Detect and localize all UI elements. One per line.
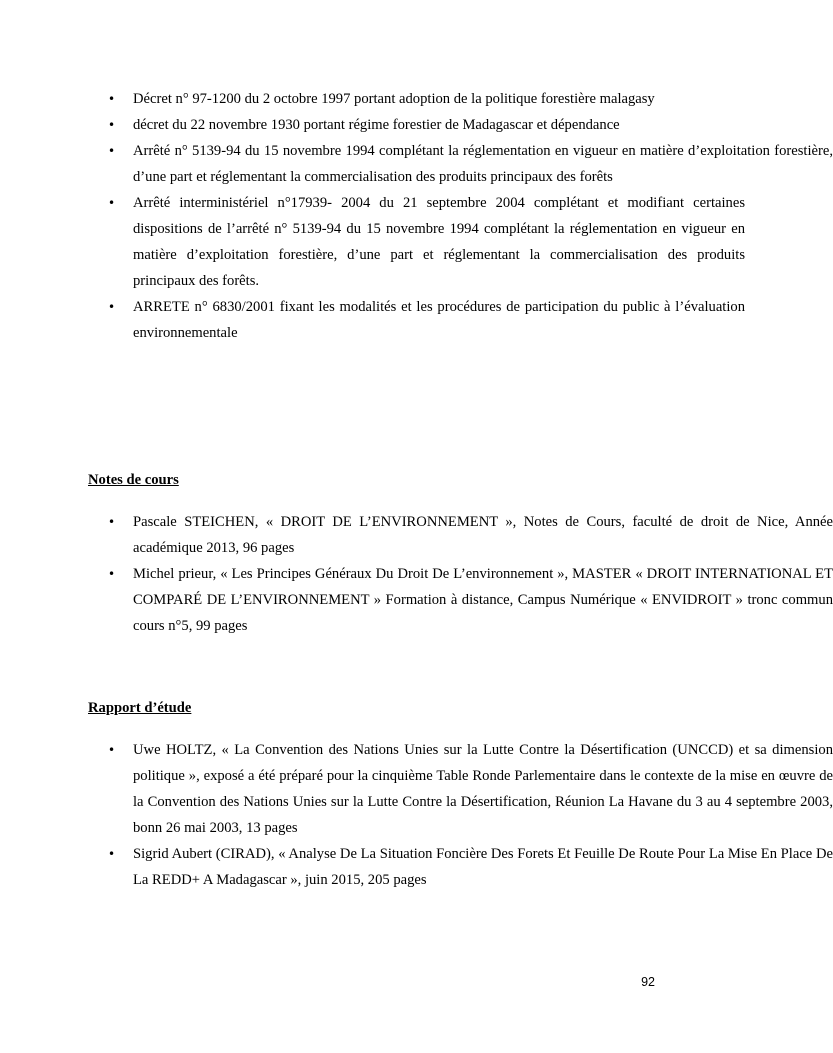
list-item: • Sigrid Aubert (CIRAD), « Analyse De La Situation Foncière Des Forets Et Feuille De Route Pour La Mise En Place De La REDD+ A Madagascar », juin 2015, 205 pages (88, 841, 833, 893)
section-heading-notes-de-cours: Notes de cours (88, 472, 179, 488)
list-item: • Uwe HOLTZ, « La Convention des Nations Unies sur la Lutte Contre la Désertification (UNCCD) et sa dimension politique », exposé a été préparé pour la cinquième Table Ronde Parlementaire dans le contexte de la mise en œuvre de la Convention des Nations Unies sur la Lutte Contre la Désertification, Réunion La Havane du 3 au 4 septembre 2003, bonn 26 mai 2003, 13 pages (88, 737, 833, 841)
list-item: • Arrêté interministériel n°17939- 2004 du 21 septembre 2004 complétant et modifiant certaines dispositions de l’arrêté n° 5139-94 du 15 novembre 1994 complétant la réglementation en vigueur en matière d’exploitation forestière, d’une part et réglementant la commercialisation des produits principaux des forêts. (88, 190, 745, 294)
section-heading-rapport-etude: Rapport d’étude (88, 700, 192, 716)
list-item: • Arrêté n° 5139-94 du 15 novembre 1994 complétant la réglementation en vigueur en matière d’exploitation forestière, d’une part et réglementant la commercialisation des produits principaux des forêts (88, 138, 833, 190)
list-item: • décret du 22 novembre 1930 portant régime forestier de Madagascar et dépendance (88, 112, 745, 138)
list-item: • Michel prieur, « Les Principes Généraux Du Droit De L’environnement », MASTER « DROIT INTERNATIONAL ET COMPARÉ DE L’ENVIRONNEMENT » Formation à distance, Campus Numérique « ENVIDROIT » tronc commun cours n°5, 99 pages (88, 561, 833, 639)
rapport-etude-list (88, 737, 833, 893)
list-item: • Pascale STEICHEN, « DROIT DE L’ENVIRONNEMENT », Notes de Cours, faculté de droit de Nice, Année académique 2013, 96 pages (88, 509, 833, 561)
notes-de-cours-list (88, 509, 833, 639)
legal-texts-list (88, 86, 833, 346)
page-number: 92 (641, 975, 655, 989)
list-item: • Décret n° 97-1200 du 2 octobre 1997 portant adoption de la politique forestière malagasy (88, 86, 745, 112)
list-item: • ARRETE n° 6830/2001 fixant les modalités et les procédures de participation du public à l’évaluation environnementale (88, 294, 745, 346)
